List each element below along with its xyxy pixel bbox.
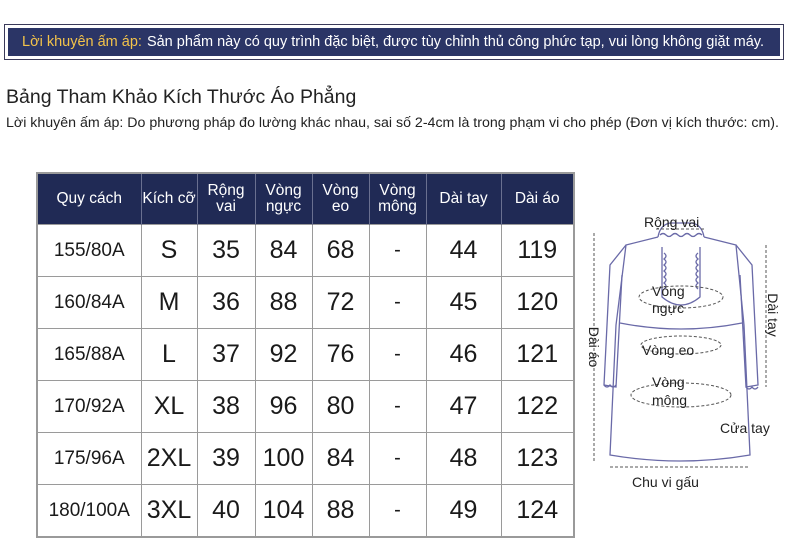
size-table <box>36 172 575 538</box>
cell-chest: 96 <box>255 381 312 433</box>
table-row <box>37 433 574 485</box>
cell-length: 121 <box>501 329 574 381</box>
cell-shoulder: 35 <box>197 225 255 277</box>
cell-size: L <box>141 329 197 381</box>
cell-shoulder: 40 <box>197 485 255 538</box>
cell-size: 3XL <box>141 485 197 538</box>
cell-hip: - <box>369 433 426 485</box>
label-shoulder: Rộng vai <box>644 214 700 230</box>
cell-hip: - <box>369 225 426 277</box>
cell-spec: 165/88A <box>37 329 141 381</box>
waist-seam <box>620 323 742 329</box>
sleeve-right <box>736 245 758 387</box>
table-row <box>37 329 574 381</box>
label-cuff: Cửa tay <box>720 420 770 436</box>
cell-length: 120 <box>501 277 574 329</box>
page-title: Bảng Tham Khảo Kích Thước Áo Phẳng <box>6 86 357 108</box>
cell-waist: 76 <box>312 329 369 381</box>
bib-ruffle-right <box>696 253 698 289</box>
tip-label: Lời khuyên ấm áp: <box>22 34 142 50</box>
cell-waist: 72 <box>312 277 369 329</box>
cell-size: XL <box>141 381 197 433</box>
cell-sleeve: 47 <box>426 381 501 433</box>
cell-size: M <box>141 277 197 329</box>
cell-chest: 100 <box>255 433 312 485</box>
label-hip-2: mông <box>652 392 688 408</box>
tip-banner <box>4 24 784 60</box>
cell-spec: 170/92A <box>37 381 141 433</box>
cell-shoulder: 36 <box>197 277 255 329</box>
cell-hip: - <box>369 381 426 433</box>
page-subtitle: Lời khuyên ấm áp: Do phương pháp đo lường khác nhau, sai số 2-4cm là trong phạm vi cho phép (Đơn vị kích thước: cm). <box>6 115 779 131</box>
header-chest: Vòng ngực <box>255 173 312 225</box>
cell-waist: 68 <box>312 225 369 277</box>
cell-length: 124 <box>501 485 574 538</box>
cell-length: 119 <box>501 225 574 277</box>
table-row <box>37 485 574 538</box>
cell-chest: 88 <box>255 277 312 329</box>
label-hip-1: Vòng <box>652 374 685 390</box>
table-row <box>37 381 574 433</box>
cell-chest: 104 <box>255 485 312 538</box>
cell-size: 2XL <box>141 433 197 485</box>
cell-chest: 92 <box>255 329 312 381</box>
cell-sleeve: 49 <box>426 485 501 538</box>
header-size: Kích cỡ <box>141 173 197 225</box>
cell-hip: - <box>369 329 426 381</box>
cell-shoulder: 37 <box>197 329 255 381</box>
dress-measurement-diagram <box>580 205 790 500</box>
cell-spec: 175/96A <box>37 433 141 485</box>
cell-spec: 180/100A <box>37 485 141 538</box>
cell-shoulder: 39 <box>197 433 255 485</box>
label-sleeve-length: Dài tay <box>765 293 781 337</box>
cell-waist: 88 <box>312 485 369 538</box>
collar-ruffle <box>660 234 702 237</box>
table-row <box>37 225 574 277</box>
cell-sleeve: 48 <box>426 433 501 485</box>
header-sleeve: Dài tay <box>426 173 501 225</box>
cell-waist: 80 <box>312 381 369 433</box>
cell-size: S <box>141 225 197 277</box>
cell-length: 123 <box>501 433 574 485</box>
tip-banner-inner <box>8 28 780 56</box>
label-waist: Vòng eo <box>642 342 695 358</box>
header-waist: Vòng eo <box>312 173 369 225</box>
header-spec: Quy cách <box>37 173 141 225</box>
cell-chest: 84 <box>255 225 312 277</box>
table-header-row <box>37 173 574 225</box>
label-chest-2: ngực <box>652 300 684 316</box>
header-hip: Vòng mông <box>369 173 426 225</box>
cell-spec: 155/80A <box>37 225 141 277</box>
header-shoulder: Rộng vai <box>197 173 255 225</box>
cell-waist: 84 <box>312 433 369 485</box>
cell-spec: 160/84A <box>37 277 141 329</box>
cell-hip: - <box>369 277 426 329</box>
table-row <box>37 277 574 329</box>
cell-sleeve: 44 <box>426 225 501 277</box>
header-length: Dài áo <box>501 173 574 225</box>
label-chest-1: Vòng <box>652 283 685 299</box>
cell-length: 122 <box>501 381 574 433</box>
cell-shoulder: 38 <box>197 381 255 433</box>
cell-sleeve: 45 <box>426 277 501 329</box>
cell-sleeve: 46 <box>426 329 501 381</box>
label-hem: Chu vi gấu <box>632 474 699 490</box>
tip-text: Sản phẩm này có quy trình đặc biệt, được tùy chỉnh thủ công phức tạp, vui lòng không giặt máy. <box>146 34 765 50</box>
label-dress-length: Dài áo <box>586 326 602 368</box>
cell-hip: - <box>369 485 426 538</box>
